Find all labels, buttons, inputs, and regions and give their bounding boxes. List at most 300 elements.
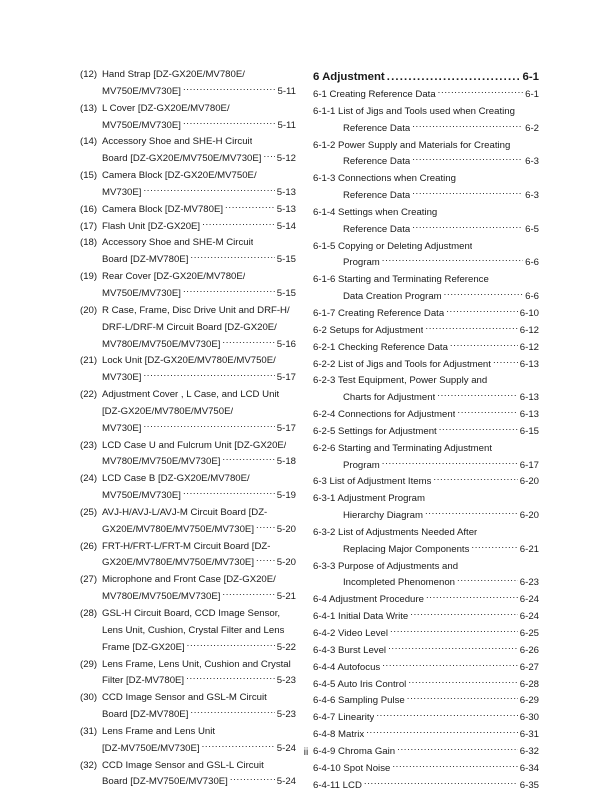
toc-entry[interactable] — [313, 693, 539, 710]
toc-entry-text: GX20E/MV780E/MV750E/MV730E] — [102, 557, 254, 569]
toc-entry-text: GSL-H Circuit Board, CCD Image Sensor, — [102, 608, 281, 619]
toc-entry-text: Flash Unit [DZ-GX20E] — [102, 220, 201, 232]
toc-entry[interactable] — [80, 657, 296, 691]
toc-entry-page: 5-21 — [276, 591, 296, 603]
toc-entry-line — [313, 407, 539, 424]
dot-leader — [412, 121, 523, 131]
toc-entry-text: Board [DZ-MV780E] — [102, 709, 189, 721]
toc-entry-text: 6-3-3 Purpose of Adjustments and — [313, 560, 459, 572]
toc-entry-line — [80, 707, 296, 724]
toc-entry-line — [80, 151, 296, 168]
toc-entry-line — [80, 320, 296, 337]
toc-entry-text: Data Creation Program — [343, 291, 442, 303]
toc-entry[interactable] — [80, 134, 296, 168]
dot-leader — [433, 474, 517, 484]
toc-entry-line — [313, 643, 539, 660]
toc-entry-text: CCD Image Sensor and GSL-M Circuit — [102, 692, 267, 704]
toc-entry-text: FRT-H/FRT-L/FRT-M Circuit Board [DZ- — [102, 540, 271, 552]
toc-entry-line — [80, 488, 296, 505]
dot-leader — [408, 677, 517, 687]
toc-entry-line — [313, 289, 539, 306]
toc-entry-line — [313, 660, 539, 677]
toc-entry-line — [313, 306, 539, 323]
toc-entry-page: 6-31 — [519, 729, 539, 741]
dot-leader — [446, 306, 518, 316]
toc-entry-page: 5-24 — [276, 742, 296, 754]
toc-entry[interactable] — [313, 205, 539, 239]
toc-entry-page: 5-19 — [276, 490, 296, 502]
toc-entry-text: 6-1-3 Connections when Creating — [313, 173, 456, 185]
toc-entry[interactable] — [313, 474, 539, 491]
toc-entry-text: 6-4-3 Burst Level — [313, 644, 387, 656]
toc-entry-page: 6-6 — [525, 257, 539, 269]
toc-entry-page: 6-5 — [525, 223, 539, 235]
toc-entry-text: MV730E] — [102, 422, 142, 434]
toc-entry-line — [80, 235, 296, 252]
toc-entry-text: 6-4-10 Spot Noise — [313, 762, 391, 774]
toc-entry[interactable] — [80, 219, 296, 236]
dot-leader — [437, 390, 518, 400]
toc-entry-page: 6-26 — [519, 644, 539, 656]
toc-heading-adjustment[interactable] — [313, 67, 539, 87]
toc-entry-line — [80, 774, 296, 791]
toc-entry-line — [80, 370, 296, 387]
toc-entry-text: 6-2 Setups for Adjustment — [313, 324, 424, 336]
toc-entry[interactable] — [313, 138, 539, 172]
toc-entry-page: 5-24 — [276, 776, 296, 788]
toc-entry[interactable] — [313, 609, 539, 626]
toc-heading-title: 6 Adjustment — [313, 71, 385, 83]
toc-entry-line — [80, 539, 296, 556]
toc-entry-text: Reference Data — [343, 156, 411, 168]
toc-entry[interactable] — [313, 727, 539, 744]
toc-entry-text: 6-2-4 Connections for Adjustment — [313, 409, 456, 421]
toc-entry-text: LCD Case B [DZ-GX20E/MV780E/ — [102, 473, 250, 485]
toc-entry-page: 6-3 — [525, 190, 539, 202]
toc-entry-page: 6-32 — [519, 745, 539, 757]
toc-entry-text: Hierarchy Diagram — [343, 510, 423, 522]
toc-entry-line — [80, 471, 296, 488]
dot-leader — [186, 673, 275, 683]
toc-entry-line — [80, 404, 296, 421]
toc-entry-page: 5-13 — [276, 203, 296, 215]
toc-entry-line — [80, 337, 296, 354]
toc-entry-text: AVJ-H/AVJ-L/AVJ-M Circuit Board [DZ- — [102, 506, 268, 518]
toc-entry-number: (22) — [80, 389, 98, 401]
toc-entry[interactable] — [80, 572, 296, 606]
toc-entry-number: (15) — [80, 170, 98, 182]
toc-entry[interactable] — [313, 592, 539, 609]
toc-entry[interactable] — [313, 491, 539, 525]
toc-entry-number: (21) — [80, 355, 98, 367]
toc-entry-line — [80, 623, 296, 640]
toc-entry-text: L Cover [DZ-GX20E/MV780E/ — [102, 102, 230, 114]
toc-entry-page: 6-29 — [519, 695, 539, 707]
toc-entry-page: 5-12 — [276, 153, 296, 165]
toc-entry-text: MV780E/MV750E/MV730E] — [102, 338, 221, 350]
toc-entry-line — [80, 454, 296, 471]
dot-leader — [450, 340, 518, 350]
toc-entry-line — [313, 441, 539, 458]
toc-entry-text: 6-4-2 Video Level — [313, 628, 389, 639]
toc-entry-text: Filter [DZ-MV780E] — [102, 675, 185, 687]
toc-entry-line — [313, 458, 539, 475]
toc-entry-page: 5-14 — [276, 220, 296, 232]
dot-leader — [183, 286, 275, 296]
toc-entry-text: Camera Block [DZ-GX20E/MV750E/ — [102, 170, 257, 182]
dot-leader — [425, 508, 518, 518]
dot-leader — [387, 70, 521, 80]
toc-entry-line — [313, 154, 539, 171]
toc-heading-page: 6-1 — [522, 71, 539, 83]
toc-entry[interactable] — [313, 104, 539, 138]
toc-entry-text: MV730E] — [102, 186, 142, 198]
toc-entry-text: MV750E/MV730E] — [102, 287, 181, 299]
toc-entry-number: (12) — [80, 69, 98, 80]
toc-entry-text: Reference Data — [343, 190, 411, 202]
toc-entry-line — [80, 118, 296, 135]
toc-entry[interactable] — [80, 758, 296, 792]
dot-leader — [471, 542, 517, 552]
toc-entry-text: 6-4-11 LCD — [313, 779, 362, 791]
dot-leader — [412, 188, 523, 198]
toc-entry-page: 6-10 — [519, 307, 539, 319]
toc-entry-text: Camera Block [DZ-MV780E] — [102, 203, 224, 215]
toc-entry[interactable] — [80, 387, 296, 438]
toc-entry-page: 6-35 — [519, 779, 539, 791]
toc-entry-line — [80, 387, 296, 404]
toc-entry-line — [313, 390, 539, 407]
toc-entry-text: Accessory Shoe and SHE-M Circuit — [102, 237, 254, 249]
toc-entry[interactable] — [313, 357, 539, 374]
toc-entry-line — [313, 508, 539, 525]
toc-entry-text: Board [DZ-MV750E/MV730E] — [102, 776, 228, 788]
toc-entry-text: 6-1-4 Settings when Creating — [313, 206, 438, 218]
toc-entry[interactable] — [313, 340, 539, 357]
toc-entry-text: 6-2-6 Starting and Terminating Adjustment — [313, 442, 493, 454]
toc-entry-text: 6-4-8 Matrix — [313, 729, 365, 741]
toc-entry[interactable] — [313, 424, 539, 441]
toc-entry-line — [80, 168, 296, 185]
toc-entry-text: 6-4-6 Sampling Pulse — [313, 695, 405, 707]
dot-leader — [493, 357, 518, 367]
toc-entry-line — [313, 239, 539, 256]
toc-entry-line — [313, 104, 539, 121]
toc-entry-page: 5-15 — [276, 287, 296, 299]
toc-entry-number: (13) — [80, 102, 98, 114]
toc-entry-text: 6-4-9 Chroma Gain — [313, 745, 396, 757]
toc-entry-text: MV750E/MV730E] — [102, 119, 181, 131]
toc-entry-number: (16) — [80, 203, 98, 215]
dot-leader — [263, 151, 274, 161]
dot-leader — [364, 778, 518, 788]
toc-entry-line — [80, 303, 296, 320]
dot-leader — [410, 609, 518, 619]
toc-entry-number: (29) — [80, 658, 98, 670]
toc-entry-text: 6-3-1 Adjustment Program — [313, 493, 425, 505]
toc-entry-number: (31) — [80, 725, 98, 737]
toc-entry-text: 6-4-7 Linearity — [313, 712, 375, 724]
toc-entry-page: 6-20 — [519, 510, 539, 522]
toc-entry-text: DRF-L/DRF-M Circuit Board [DZ-GX20E/ — [102, 321, 277, 333]
toc-entry-page: 6-28 — [519, 678, 539, 690]
toc-entry[interactable] — [80, 471, 296, 505]
dot-leader — [390, 626, 518, 636]
toc-entry-text: 6-2-5 Settings for Adjustment — [313, 425, 437, 437]
toc-entry-text: Adjustment Cover , L Case, and LCD Unit — [102, 389, 280, 401]
dot-leader — [457, 575, 518, 585]
toc-entry-line — [313, 188, 539, 205]
toc-entry-text: Incompleted Phenomenon — [343, 577, 456, 589]
toc-entry-number: (26) — [80, 540, 98, 552]
toc-entry-number: (18) — [80, 237, 98, 249]
toc-entry-text: R Case, Frame, Disc Drive Unit and DRF-H/ — [102, 304, 290, 316]
toc-entry[interactable] — [313, 643, 539, 660]
toc-entry-text: [DZ-GX20E/MV780E/MV750E/ — [102, 405, 234, 417]
toc-entry-page: 5-11 — [277, 85, 296, 97]
toc-entry[interactable] — [313, 677, 539, 694]
toc-entry[interactable] — [80, 505, 296, 539]
toc-entry-number: (17) — [80, 220, 98, 232]
toc-entry-line — [313, 424, 539, 441]
toc-entry-text: Reference Data — [343, 223, 411, 235]
toc-entry-line — [80, 640, 296, 657]
dot-leader — [392, 761, 517, 771]
toc-entry-text: 6-1-6 Starting and Terminating Reference — [313, 274, 489, 286]
dot-leader — [444, 289, 523, 299]
toc-entry[interactable] — [80, 606, 296, 657]
toc-column-left — [80, 67, 296, 791]
toc-entry-line — [80, 673, 296, 690]
toc-entry-text: 6-4 Adjustment Procedure — [313, 594, 424, 606]
toc-entry-line — [313, 222, 539, 239]
toc-entry-number: (23) — [80, 439, 98, 451]
toc-entry-text: Lens Unit, Cushion, Crystal Filter and Lens — [102, 624, 285, 636]
dot-leader — [190, 252, 274, 262]
toc-entry-line — [313, 323, 539, 340]
dot-leader — [256, 522, 275, 532]
toc-entry-text: 6-1-1 List of Jigs and Tools used when Creating — [313, 105, 515, 117]
toc-entry[interactable] — [80, 235, 296, 269]
toc-entry-text: 6-1 Creating Reference Data — [313, 89, 436, 100]
toc-entry-page: 6-3 — [525, 156, 539, 168]
toc-entry-line — [313, 87, 539, 104]
toc-entry[interactable] — [313, 710, 539, 727]
toc-entry[interactable] — [80, 101, 296, 135]
toc-entry-line — [313, 491, 539, 508]
toc-entry-line — [313, 205, 539, 222]
toc-entry-text: 6-4-4 Autofocus — [313, 661, 381, 673]
toc-entry-line — [80, 657, 296, 674]
toc-entry[interactable] — [80, 539, 296, 573]
toc-entry[interactable] — [80, 353, 296, 387]
toc-entry-text: 6-4-5 Auto Iris Control — [313, 678, 407, 690]
toc-entry-line — [313, 727, 539, 744]
toc-entry-page: 6-34 — [519, 762, 539, 774]
toc-entry-text: 6-2-2 List of Jigs and Tools for Adjustment — [313, 358, 491, 370]
toc-entry[interactable] — [80, 690, 296, 724]
toc-entry-number: (25) — [80, 506, 98, 518]
toc-entry-line — [313, 357, 539, 374]
toc-entry[interactable] — [313, 272, 539, 306]
toc-entry-line — [313, 677, 539, 694]
toc-entry-page: 6-6 — [525, 291, 539, 303]
toc-entry-line — [80, 438, 296, 455]
toc-entry-text: MV730E] — [102, 372, 142, 384]
toc-right-entries — [313, 87, 539, 794]
dot-leader — [202, 219, 275, 229]
toc-entry-text: CCD Image Sensor and GSL-L Circuit — [102, 759, 264, 771]
toc-entry-page: 6-20 — [519, 476, 539, 488]
toc-entry-line — [313, 761, 539, 778]
dot-leader — [412, 154, 523, 164]
toc-entry-page: 6-17 — [519, 459, 539, 471]
toc-entry-line — [80, 219, 296, 236]
dot-leader — [222, 454, 274, 464]
toc-entry[interactable] — [313, 525, 539, 559]
toc-entry-text: MV780E/MV750E/MV730E] — [102, 591, 221, 603]
toc-entry-text: 6-4-1 Initial Data Write — [313, 611, 409, 623]
dot-leader — [222, 589, 274, 599]
toc-entry-text: 6-2-3 Test Equipment, Power Supply and — [313, 375, 488, 387]
toc-entry-line — [80, 555, 296, 572]
toc-entry-text: 6-1-2 Power Supply and Materials for Creating — [313, 139, 511, 151]
toc-entry-text: 6-2-1 Checking Reference Data — [313, 341, 448, 353]
toc-entry[interactable] — [313, 407, 539, 424]
toc-entry[interactable] — [80, 202, 296, 219]
toc-entry-page: 6-1 — [525, 89, 539, 100]
dot-leader — [143, 370, 274, 380]
toc-entry-line — [80, 353, 296, 370]
toc-entry-text: Microphone and Front Case [DZ-GX20E/ — [102, 574, 276, 586]
dot-leader — [382, 458, 518, 468]
toc-entry[interactable] — [313, 626, 539, 643]
toc-entry[interactable] — [80, 303, 296, 354]
dot-leader — [183, 84, 276, 94]
toc-entry-text: Program — [343, 257, 380, 269]
toc-entry-text: 6-1-5 Copying or Deleting Adjustment — [313, 240, 473, 252]
toc-entry-line — [80, 522, 296, 539]
toc-entry-number: (20) — [80, 304, 98, 316]
dot-leader — [190, 707, 274, 717]
dot-leader — [388, 643, 518, 653]
dot-leader — [187, 640, 275, 650]
toc-entry[interactable] — [313, 239, 539, 273]
toc-entry-page: 6-25 — [519, 628, 539, 639]
toc-entry-text: [DZ-MV750E/MV730E] — [102, 742, 200, 754]
toc-entry-number: (14) — [80, 136, 98, 148]
toc-entry-text: Replacing Major Components — [343, 543, 470, 555]
toc-entry-line — [313, 609, 539, 626]
toc-entry-line — [80, 421, 296, 438]
dot-leader — [222, 337, 274, 347]
toc-entry-page: 5-20 — [276, 523, 296, 535]
dot-leader — [376, 710, 517, 720]
toc-entry-line — [313, 255, 539, 272]
toc-entry-number: (27) — [80, 574, 98, 586]
dot-leader — [366, 727, 518, 737]
toc-entry-line — [80, 572, 296, 589]
toc-entry-text: Reference Data — [343, 122, 411, 134]
dot-leader — [426, 592, 518, 602]
toc-entry-line — [80, 84, 296, 101]
toc-entry-page: 6-2 — [525, 122, 539, 134]
toc-entry[interactable] — [313, 87, 539, 104]
toc-entry-line — [80, 589, 296, 606]
toc-entry-number: (32) — [80, 759, 98, 771]
toc-entry-number: (30) — [80, 692, 98, 704]
toc-entry-line — [80, 252, 296, 269]
dot-leader — [439, 424, 518, 434]
toc-entry[interactable] — [313, 660, 539, 677]
toc-entry-text: 6-3-2 List of Adjustments Needed After — [313, 526, 478, 538]
toc-entry-text: Lock Unit [DZ-GX20E/MV780E/MV750E/ — [102, 355, 276, 367]
toc-entry-line — [313, 542, 539, 559]
toc-entry-text: Board [DZ-GX20E/MV750E/MV730E] — [102, 153, 262, 165]
dot-leader — [382, 660, 518, 670]
toc-entry-page: 6-27 — [519, 661, 539, 673]
toc-entry-line — [80, 690, 296, 707]
toc-entry-line — [313, 525, 539, 542]
toc-entry-page: 5-17 — [276, 372, 296, 384]
dot-leader — [143, 185, 274, 195]
toc-entry-page: 5-22 — [276, 641, 296, 653]
toc-entry-text: Program — [343, 459, 380, 471]
toc-entry-text: Charts for Adjustment — [343, 392, 436, 404]
toc-entry[interactable] — [313, 171, 539, 205]
toc-entry-text: LCD Case U and Fulcrum Unit [DZ-GX20E/ — [102, 439, 287, 451]
toc-entry-line — [313, 693, 539, 710]
toc-entry-page: 5-11 — [277, 119, 296, 131]
dot-leader — [183, 488, 275, 498]
toc-entry[interactable] — [313, 373, 539, 407]
toc-entry[interactable] — [80, 168, 296, 202]
toc-entry-line — [80, 606, 296, 623]
dot-leader — [425, 323, 517, 333]
toc-entry-page: 5-16 — [276, 338, 296, 350]
toc-entry-text: Lens Frame and Lens Unit — [102, 725, 216, 737]
toc-entry-line — [313, 592, 539, 609]
toc-entry-line — [80, 286, 296, 303]
toc-entry-page: 5-23 — [276, 709, 296, 721]
toc-entry-page: 6-13 — [519, 392, 539, 404]
dot-leader — [412, 222, 523, 232]
toc-entry-text: Hand Strap [DZ-GX20E/MV780E/ — [102, 69, 245, 80]
toc-entry-line — [80, 134, 296, 151]
toc-entry-line — [80, 269, 296, 286]
toc-entry-number: (24) — [80, 473, 98, 485]
toc-entry[interactable] — [313, 761, 539, 778]
toc-entry[interactable] — [313, 323, 539, 340]
toc-entry-line — [80, 67, 296, 84]
dot-leader — [438, 87, 523, 97]
toc-entry[interactable] — [313, 559, 539, 593]
toc-entry[interactable] — [80, 438, 296, 472]
toc-entry-text: Accessory Shoe and SHE-H Circuit — [102, 136, 253, 148]
toc-entry[interactable] — [80, 67, 296, 101]
toc-entry-line — [313, 171, 539, 188]
toc-entry-line — [313, 474, 539, 491]
toc-entry-page: 6-21 — [519, 543, 539, 555]
dot-leader — [457, 407, 517, 417]
toc-entry-page: 5-23 — [276, 675, 296, 687]
toc-entry-page: 5-20 — [276, 557, 296, 569]
toc-entry[interactable] — [80, 269, 296, 303]
toc-entry-line — [313, 710, 539, 727]
toc-entry-number: (19) — [80, 271, 98, 283]
toc-entry[interactable] — [313, 441, 539, 475]
toc-entry[interactable] — [313, 306, 539, 323]
